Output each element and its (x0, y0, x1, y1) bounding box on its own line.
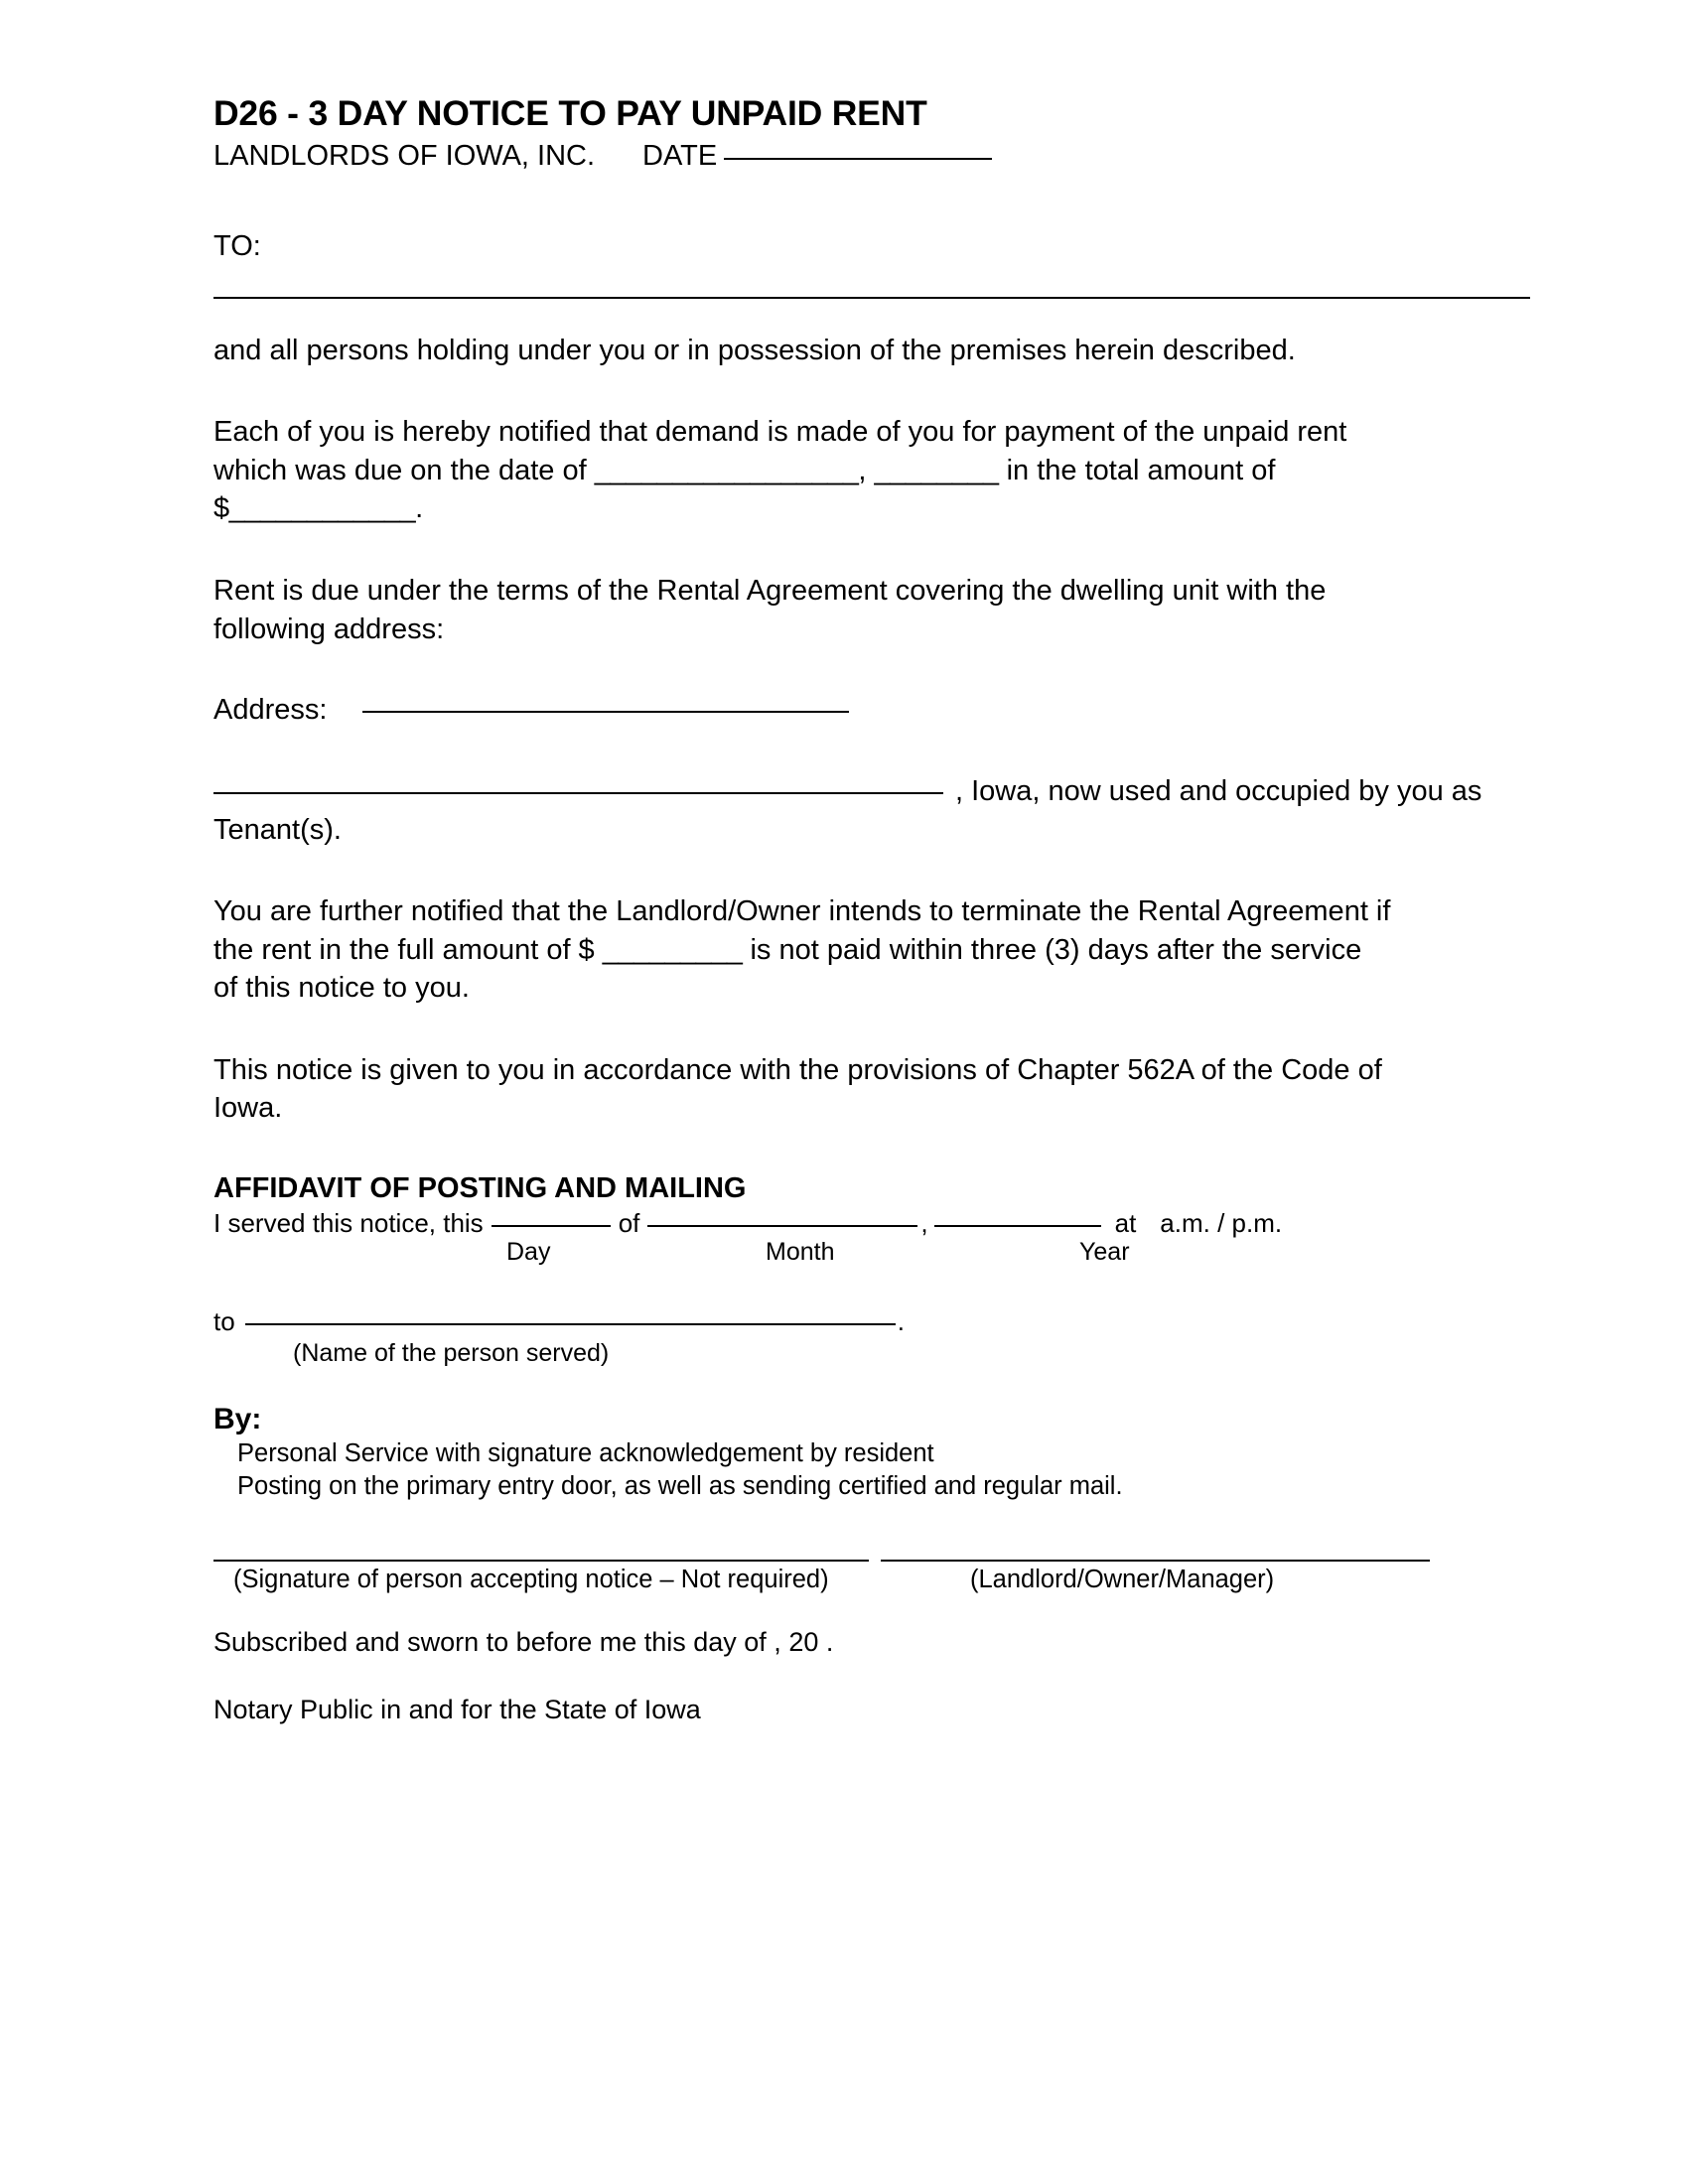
terminate-paragraph (213, 892, 1544, 1008)
served-year-field[interactable] (934, 1225, 1101, 1227)
served-at-text: at (1114, 1207, 1137, 1238)
served-person-name-field[interactable] (245, 1323, 896, 1325)
total-amount-blank-line[interactable]: $____________. (213, 492, 423, 525)
address-line-2-field[interactable] (213, 792, 943, 794)
address-row-2 (213, 773, 1544, 811)
address-line-1-field[interactable] (362, 711, 849, 713)
served-of-text: of (618, 1207, 640, 1238)
by-option-personal-service[interactable]: Personal Service with signature acknowledgement by resident (237, 1438, 934, 1467)
due-year-blank[interactable]: ________ (874, 454, 999, 486)
terminate-line-2-before: the rent in the full amount of $ (213, 933, 595, 966)
date-label: DATE (642, 139, 718, 172)
served-ampm-text: a.m. / p.m. (1160, 1207, 1283, 1238)
code-line-2: Iowa. (213, 1092, 283, 1125)
spacer (213, 849, 1544, 892)
served-day-field[interactable] (492, 1225, 611, 1227)
spacer (213, 299, 1544, 332)
code-line-1: This notice is given to you in accordance with the provisions of Chapter 562A of the Code of (213, 1053, 1382, 1086)
rental-agreement-line-2: following address: (213, 613, 445, 645)
demand-line-2 (213, 452, 1544, 490)
served-month-field[interactable] (647, 1225, 917, 1227)
organization-name: LANDLORDS OF IOWA, INC. (213, 139, 596, 172)
notary-public-text: Notary Public in and for the State of Iowa (213, 1695, 701, 1725)
spacer (213, 1369, 1544, 1402)
served-comma: , (920, 1207, 928, 1238)
by-heading: By: (213, 1402, 262, 1435)
served-sublabels (213, 1238, 1544, 1274)
terminate-line-2 (213, 931, 1544, 970)
landlord-signature-field[interactable] (881, 1560, 1430, 1562)
signature-labels-row (213, 1566, 1544, 1603)
accepting-signature-field[interactable] (213, 1560, 869, 1562)
spacer (213, 648, 1544, 692)
holding-under-text: and all persons holding under you or in possession of the premises herein described. (213, 334, 1296, 366)
spacer (213, 1008, 1544, 1051)
iowa-occupied-text: , Iowa, now used and occupied by you as (955, 774, 1482, 807)
day-sublabel: Day (506, 1238, 551, 1267)
terminate-line-1: You are further notified that the Landlord/Owner intends to terminate the Rental Agreement if (213, 895, 1391, 928)
spacer (213, 1128, 1544, 1171)
page-title: D26 - 3 DAY NOTICE TO PAY UNPAID RENT (213, 93, 927, 133)
code-paragraph (213, 1051, 1544, 1128)
served-notice-line (213, 1208, 1544, 1239)
demand-line-2-after: in the total amount of (1006, 454, 1276, 486)
address-label: Address: (213, 694, 328, 727)
address-row (213, 692, 1544, 730)
due-date-blank[interactable]: _________________ (594, 454, 859, 486)
affidavit-heading: AFFIDAVIT OF POSTING AND MAILING (213, 1171, 747, 1204)
month-sublabel: Month (766, 1238, 835, 1267)
document-content (213, 94, 1544, 1727)
spacer (213, 173, 1544, 229)
spacer (213, 369, 1544, 413)
spacer (213, 1660, 1544, 1693)
accepting-signature-label: (Signature of person accepting notice – Not required) (233, 1566, 829, 1594)
name-of-person-served-label: (Name of the person served) (293, 1338, 610, 1367)
signature-rules-row (213, 1560, 1544, 1562)
to-label: TO: (213, 229, 261, 262)
year-sublabel: Year (1079, 1238, 1130, 1267)
spacer (213, 264, 1544, 297)
rental-agreement-paragraph (213, 572, 1544, 648)
spacer (213, 528, 1544, 572)
terminate-line-2-after: is not paid within three (3) days after the service (750, 933, 1362, 966)
demand-line-1: Each of you is hereby notified that demand is made of you for payment of the unpaid rent (213, 416, 1347, 449)
landlord-signature-label: (Landlord/Owner/Manager) (970, 1566, 1275, 1594)
spacer (213, 1503, 1544, 1560)
date-blank-field[interactable] (724, 158, 992, 160)
subscribed-sworn-text: Subscribed and sworn to before me this day of , 20 . (213, 1627, 834, 1658)
demand-line-2-before: which was due on the date of (213, 454, 587, 486)
served-before-text: I served this notice, this (213, 1207, 484, 1238)
served-to-word: to (213, 1306, 235, 1337)
spacer (213, 1603, 1544, 1625)
spacer (213, 1274, 1544, 1306)
full-amount-blank[interactable]: _________ (602, 933, 743, 966)
served-to-line (213, 1306, 1544, 1337)
org-date-line (213, 139, 1544, 173)
by-option-posting-mailing[interactable]: Posting on the primary entry door, as well as sending certified and regular mail. (237, 1471, 1123, 1500)
served-period: . (897, 1306, 905, 1337)
spacer (213, 730, 1544, 773)
rental-agreement-line-1: Rent is due under the terms of the Rental Agreement covering the dwelling unit with the (213, 575, 1327, 608)
terminate-line-3: of this notice to you. (213, 972, 470, 1005)
tenant-label: Tenant(s). (213, 813, 342, 846)
demand-comma: , (858, 454, 867, 486)
demand-paragraph (213, 413, 1544, 528)
